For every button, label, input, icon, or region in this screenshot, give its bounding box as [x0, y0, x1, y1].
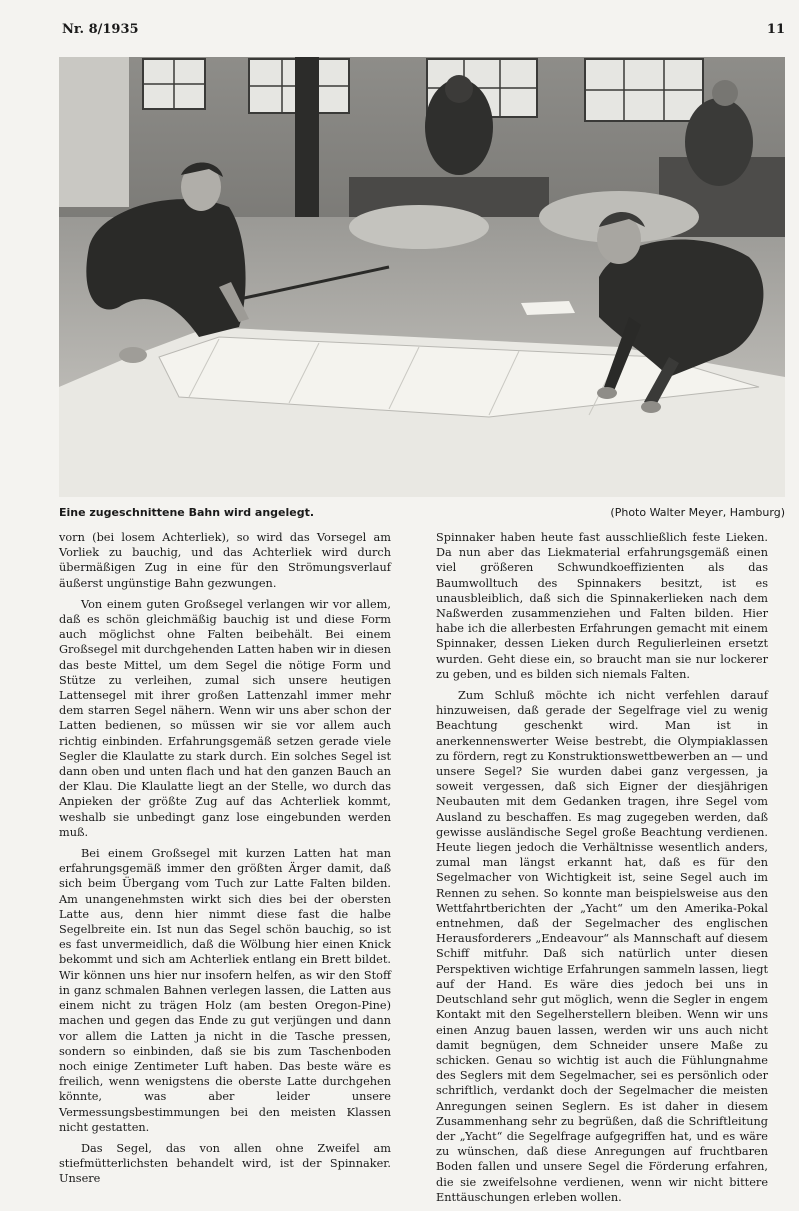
- photo-credit: (Photo Walter Meyer, Hamburg): [610, 506, 785, 519]
- article-column-left: [59, 530, 391, 1193]
- paragraph: vorn (bei losem Achterliek), so wird das Vorsegel am Vorliek zu bauchig, und das Achterliek wird durch übermäßigen Zug in eine für den Strömungsverlauf äußerst ungünstige Bahn gezwungen.: [59, 531, 391, 590]
- issue-number: Nr. 8/1935: [62, 22, 139, 37]
- paragraph: Bei einem Großsegel mit kurzen Latten hat man erfahrungsgemäß immer den größten Ärger damit, daß sich beim Übergang vom Tuch zur Latte Falten bilden. Am unangenehmsten wirkt sich dies bei der obersten Latte aus, denn hier nimmt diese fast die halbe Segelbreite ein. Ist nun das Segel schön bauchig, so ist es fast unvermeidlich, daß die Wölbung hier einen Knick bekommt und sich am Achterliek entlang ein Brett bildet. Wir können uns hier nur insofern helfen, as wir den Stoff in ganz schmalen Bahnen verlegen lassen, die Latten aus einem nicht zu trägen Holz (am besten Oregon-Pine) machen und gegen das Ende zu gut verjüngen und dann vor allem die Latten ja nicht in die Tasche pressen, sondern so einbinden, daß sie bis zum Taschenboden noch einige Zentimeter Luft haben. Das beste wäre es freilich, wenn wenigstens die oberste Latte durchgehen könnte, was aber leider unsere Vermessungsbestimmungen bei den meisten Klassen nicht gestatten.: [59, 847, 391, 1134]
- paragraph: Von einem guten Großsegel verlangen wir vor allem, daß es schön gleichmäßig bauchig ist und diese Form auch möglichst ohne Falten beibehält. Bei einem Großsegel mit durchgehenden Latten haben wir in diesen das beste Mittel, um dem Segel die nötige Form und Stütze zu verleihen, zumal sich unsere heutigen Lattensegel mit ihrer großen Lattenzahl immer mehr dem starren Segel nähern. Wenn wir uns aber schon der Latten bedienen, so müssen wir sie vor allem auch richtig einbinden. Erfahrungsgemäß setzen gerade viele Segler die Klaulatte zu stark durch. Ein solches Segel ist dann oben und unten flach und hat den ganzen Bauch an der Klau. Die Klaulatte liegt an der Stelle, wo durch das Anpieken der größte Zug auf das Achterliek kommt, weshalb sie unbedingt ganz lose eingebunden werden muß.: [59, 597, 391, 839]
- article-column-right: [436, 530, 768, 1211]
- paragraph: Spinnaker haben heute fast ausschließlich feste Lieken. Da nun aber das Liekmaterial erfahrungsgemäß einen viel größeren Schwundkoeffizienten als das Baumwolltuch des Spinnakers besitzt, ist es unausbleiblich, daß sich die Spinnakerlieken nach dem Naßwerden zusammenziehen und Falten bilden. Hier habe ich die allerbesten Erfahrungen gemacht mit einem Spinnaker, dessen Lieken durch Regulierleinen ersetzt wurden. Geht diese ein, so braucht man sie nur lockerer zu geben, und es bilden sich niemals Falten.: [436, 531, 768, 681]
- sailmaking-photo: [59, 57, 785, 497]
- photo-caption-row: [59, 506, 785, 524]
- paragraph: Das Segel, das von allen ohne Zweifel am stiefmütterlichsten behandelt wird, ist der Spinnaker. Unsere: [59, 1141, 391, 1186]
- page-header: [62, 22, 785, 44]
- photo-caption: Eine zugeschnittene Bahn wird angelegt.: [59, 506, 315, 519]
- sail-loft-photo-illustration: [59, 57, 785, 497]
- paragraph: Zum Schluß möchte ich nicht verfehlen darauf hinzuweisen, daß gerade der Segelfrage viel zu wenig Beachtung geschenkt wird. Man ist in anerkennenswerter Weise bestrebt, die Olympiaklassen zu fördern, regt zu Konstruktionswettbewerben an — und unsere Segel? Sie wurden dabei ganz vergessen, ja soweit vergessen, daß sich Eigner der diesjährigen Neubauten mit dem Gedanken tragen, ihre Segel vom Ausland zu beschaffen. Es mag zugegeben werden, daß gewisse ausländische Segel große Beachtung verdienen. Heute liegen jedoch die Verhältnisse wesentlich anders, zumal man längst erkannt hat, daß es für den Segelmacher von Wichtigkeit ist, seine Segel auch im Rennen zu sehen. So konnte man beispielsweise aus den Wettfahrtberichten der „Yacht“ um den Amerika-Pokal entnehmen, daß der Segelmacher des englischen Herausforderers „Endeavour“ als Mannschaft auf diesem Schiff mitfuhr. Daß sich natürlich unter diesen Perspektiven wichtige Erfahrungen sammeln lassen, liegt auf der Hand. Es wäre dies jedoch bei uns in Deutschland sehr gut möglich, wenn die Segler in engem Kontakt mit den Segelherstellern bleiben. Wenn wir uns einen Anzug bauen lassen, werden wir uns auch nicht damit begnügen, dem Schneider unsere Maße zu schicken. Genau so wichtig ist auch die Fühlungnahme des Seglers mit dem Segelmacher, sei es persönlich oder schriftlich, verdankt doch der Segelmacher die meisten Anregungen seinen Seglern. Es ist daher in diesem Zusammenhang sehr zu begrüßen, daß die Schriftleitung der „Yacht“ die Segelfrage aufgegriffen hat, und es wäre zu wünschen, daß diese Anregungen auf fruchtbaren Boden fallen und unsere Segel die Förderung erfahren, die sie zweifelsohne verdienen, wenn wir nicht bittere Enttäuschungen erleben wollen.: [436, 689, 768, 1204]
- page-number: 11: [766, 22, 785, 37]
